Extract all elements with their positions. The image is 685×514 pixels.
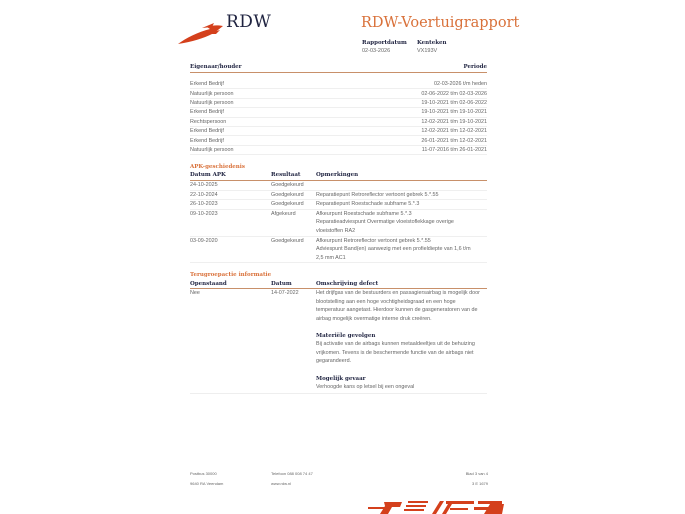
footer-address-2: 9640 RA Veendam bbox=[190, 481, 224, 486]
owner-type: Natuurlijk persoon bbox=[190, 89, 308, 98]
apk-table bbox=[190, 181, 487, 263]
material-line: vrijkomen. Tevens is de beschermende functie van de airbags niet bbox=[316, 349, 474, 356]
footer-page-number: Blad 3 van 4 bbox=[465, 471, 488, 476]
recall-date-value: 14-07-2022 bbox=[271, 290, 299, 296]
apk-date: 26-10-2023 bbox=[190, 200, 271, 210]
apk-row bbox=[190, 190, 487, 200]
apk-result: Afgekeurd bbox=[271, 209, 316, 236]
apk-row bbox=[190, 209, 487, 236]
apk-date-header: Datum APK bbox=[190, 172, 226, 178]
apk-date: 22-10-2024 bbox=[190, 190, 271, 200]
owners-table bbox=[190, 80, 487, 155]
report-date: 02-03-2026 bbox=[362, 48, 391, 54]
owner-row bbox=[190, 98, 487, 107]
rdw-stripes-icon bbox=[368, 498, 504, 514]
apk-remark-line: 2,5 mm AC1 bbox=[316, 254, 346, 261]
apk-result: Goedgekeurd bbox=[271, 190, 316, 200]
apk-result: Goedgekeurd bbox=[271, 200, 316, 210]
recall-desc-line: temperatuur aangetast. Hierdoor kunnen de gasgeneratoren van de bbox=[316, 307, 478, 314]
recall-description bbox=[316, 289, 488, 323]
apk-remarks bbox=[316, 190, 487, 200]
owner-type: Rechtspersoon bbox=[190, 117, 308, 126]
owner-type: Natuurlijk persoon bbox=[190, 145, 308, 154]
apk-row bbox=[190, 236, 487, 263]
owner-row bbox=[190, 136, 487, 145]
owner-type: Erkend Bedrijf bbox=[190, 126, 308, 135]
material-line: gegarandeerd. bbox=[316, 358, 352, 365]
apk-row bbox=[190, 181, 487, 190]
recall-desc-line: blootstelling aan een hoge vochtigheidsgraad en een hoge bbox=[316, 298, 456, 305]
period-column-header: Periode bbox=[463, 64, 487, 70]
owner-period: 02-03-2026 t/m heden bbox=[308, 80, 487, 89]
possible-danger-title: Mogelijk gevaar bbox=[316, 376, 366, 382]
report-date-label: Rapportdatum bbox=[362, 40, 407, 46]
owner-row bbox=[190, 145, 487, 154]
apk-remarks bbox=[316, 209, 487, 236]
report-title: RDW-Voertuigrapport bbox=[361, 15, 520, 31]
apk-row bbox=[190, 200, 487, 210]
footer-website[interactable]: www.rdw.nl bbox=[271, 481, 292, 486]
apk-result: Goedgekeurd bbox=[271, 236, 316, 263]
material-line: Bij activatie van de airbags kunnen metaaldeeltjes uit de behuizing bbox=[316, 341, 475, 347]
recall-desc-line: airbag mogelijk overmatige interne druk creëren. bbox=[316, 315, 432, 322]
apk-remarks bbox=[316, 181, 487, 190]
apk-result-header: Resultaat bbox=[271, 172, 301, 178]
owner-period: 12-02-2021 t/m 19-10-2021 bbox=[308, 117, 487, 126]
apk-remark-line: Reparatiepunt Roestschade subframe 5.*.3 bbox=[316, 201, 420, 208]
apk-date: 03-09-2020 bbox=[190, 236, 271, 263]
recall-end-rule bbox=[190, 393, 487, 394]
rdw-logo-icon bbox=[176, 20, 226, 46]
material-consequences-text bbox=[316, 340, 488, 366]
apk-date: 24-10-2025 bbox=[190, 181, 271, 190]
footer-code: 3 E 1679 bbox=[471, 481, 488, 486]
owner-row bbox=[190, 89, 487, 98]
possible-danger-text: Verhoogde kans op letsel bij een ongeval bbox=[316, 384, 415, 390]
owner-row bbox=[190, 108, 487, 117]
apk-result: Goedgekeurd bbox=[271, 181, 316, 190]
owner-type: Erkend Bedrijf bbox=[190, 80, 308, 89]
apk-remark-line: Adviespunt Band(en) aanwezig met een profieldiepte van 1,6 t/m bbox=[316, 246, 471, 253]
owner-type: Natuurlijk persoon bbox=[190, 98, 308, 107]
owners-header-rule bbox=[190, 72, 487, 73]
footer-address-1: Postbus 30000 bbox=[190, 471, 217, 476]
recall-section-title: Terugroepactie informatie bbox=[190, 272, 272, 278]
owner-period: 19-10-2021 t/m 02-06-2022 bbox=[308, 98, 487, 107]
owner-period: 11-07-2016 t/m 26-01-2021 bbox=[308, 145, 487, 154]
recall-open-header: Openstaand bbox=[190, 281, 227, 287]
owner-period: 02-06-2022 t/m 02-03-2026 bbox=[308, 89, 487, 98]
owner-row bbox=[190, 117, 487, 126]
plate-label: Kenteken bbox=[417, 40, 447, 46]
plate-value: VX193V bbox=[417, 48, 438, 54]
apk-section-title: APK-geschiedenis bbox=[190, 164, 245, 170]
recall-desc-line: Het drijfgas van de bestuurders en passagiersairbag is mogelijk door bbox=[316, 290, 480, 296]
apk-remark-line: Afkeurpunt Roestschade subframe 5.*.3 bbox=[316, 210, 412, 217]
apk-remarks bbox=[316, 236, 487, 263]
apk-remarks-header: Opmerkingen bbox=[316, 172, 359, 178]
apk-remark-line: Reparatieadviespunt Overmatige vloeistoflekkage overige bbox=[316, 219, 454, 226]
apk-remark-line: Afkeurpunt Retroreflector vertoont gebrek 5.*.55 bbox=[316, 237, 431, 244]
owner-period: 12-02-2021 t/m 12-02-2021 bbox=[308, 126, 487, 135]
apk-remarks bbox=[316, 200, 487, 210]
owner-period: 19-10-2021 t/m 19-10-2021 bbox=[308, 108, 487, 117]
recall-date-header: Datum bbox=[271, 281, 292, 287]
owner-row bbox=[190, 80, 487, 89]
owner-column-header: Eigenaar/houder bbox=[190, 64, 242, 70]
owner-period: 26-01-2021 t/m 12-02-2021 bbox=[308, 136, 487, 145]
logo-text: RDW bbox=[226, 12, 272, 32]
owner-type: Erkend Bedrijf bbox=[190, 108, 308, 117]
material-consequences-title: Materiële gevolgen bbox=[316, 333, 376, 339]
apk-remark-line: vloeistoffen RA2 bbox=[316, 227, 356, 234]
apk-date: 09-10-2023 bbox=[190, 209, 271, 236]
owner-type: Erkend Bedrijf bbox=[190, 136, 308, 145]
owner-row bbox=[190, 126, 487, 135]
footer-phone: Telefoon 088 008 74 47 bbox=[271, 471, 313, 476]
apk-remark-line: Reparatiepunt Retroreflector vertoont gebrek 5.*.55 bbox=[316, 191, 439, 198]
recall-open-value: Nee bbox=[190, 290, 200, 296]
recall-desc-header: Omschrijving defect bbox=[316, 281, 379, 287]
